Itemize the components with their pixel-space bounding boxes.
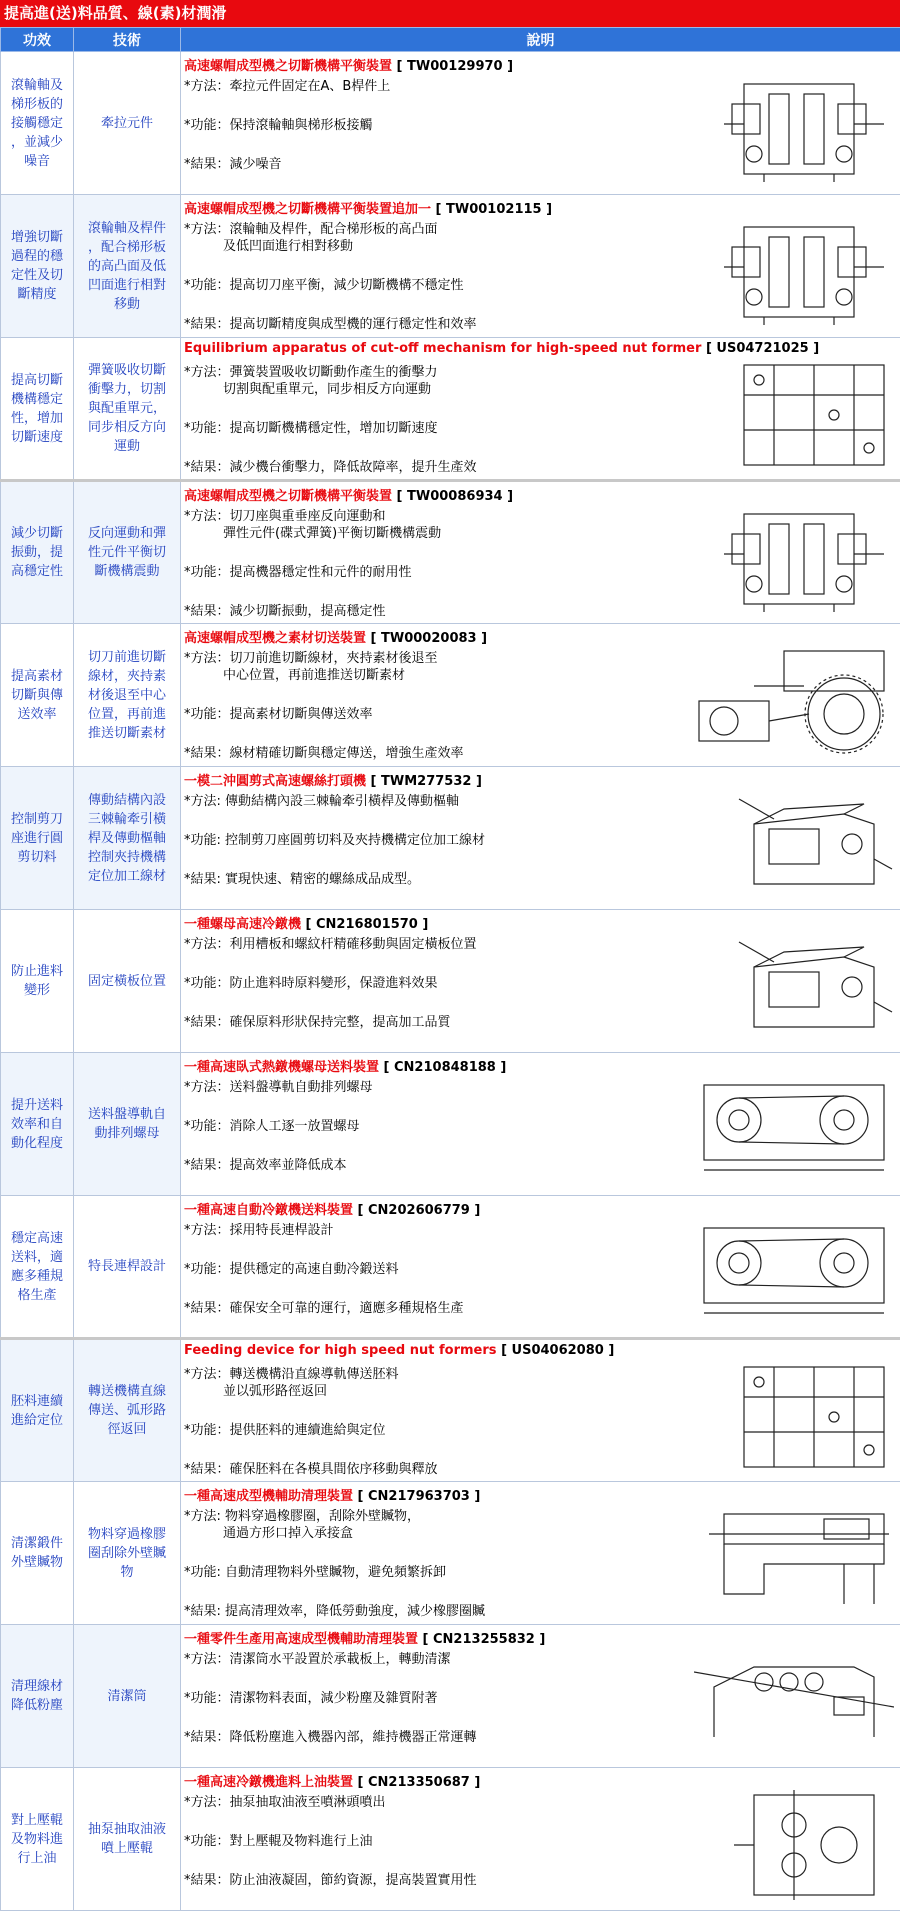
patent-title [184, 627, 487, 646]
result-line: *結果：線材精確切斷與穩定傳送，增強生產效率 [184, 746, 464, 761]
patent-name: Feeding device for high speed nut formers [184, 1343, 497, 1358]
table-header-row [1, 28, 900, 52]
result-line: *結果：確保原料形狀保持完整，提高加工品質 [184, 1015, 451, 1030]
technique-line: 運動 [113, 439, 140, 454]
effect-cell [1, 1625, 74, 1768]
patent-diagram-image [694, 1218, 894, 1322]
effect-line: 減少切斷 [10, 526, 63, 541]
method-line: *方法：切刀座與重垂座反向運動和 [184, 509, 386, 524]
description-cell [181, 910, 900, 1053]
function-line: *功能：提高切斷機構穩定性，增加切斷速度 [184, 421, 438, 436]
patent-number: [ CN216801570 ] [305, 917, 429, 932]
technique-line: 動排列螺母 [94, 1126, 160, 1141]
effect-line: 定性及切 [10, 268, 63, 283]
patent-number: [ TW00102115 ] [435, 202, 553, 217]
technique-line: 斷機構震動 [94, 564, 160, 579]
effect-line: 提高切斷 [10, 372, 63, 388]
effect-cell [1, 910, 74, 1053]
effect-line: 切斷速度 [10, 429, 63, 445]
patent-name: 高速螺帽成型機之切斷機構平衡裝置追加一 [184, 202, 432, 217]
method-line: 通過方形口掉入承接盒 [184, 1526, 354, 1541]
effect-line: 行上油 [17, 1850, 57, 1866]
table-body [1, 52, 900, 1911]
description-cell [181, 1339, 900, 1482]
patent-title [184, 198, 552, 217]
result-line: *結果：確保安全可靠的運行，適應多種規格生產 [184, 1301, 464, 1316]
function-line: *功能：提供胚料的連續進給與定位 [184, 1423, 386, 1438]
table-row [1, 338, 900, 481]
patent-name: 一種螺母高速冷鐓機 [184, 917, 302, 932]
patent-diagram-image [734, 360, 894, 474]
patent-number: [ US04062080 ] [501, 1343, 615, 1358]
technique-line: 定位加工線材 [87, 868, 166, 884]
technique-line: 滾輪軸及桿件 [87, 220, 166, 236]
technique-line: 清潔筒 [107, 1688, 147, 1704]
patent-title [184, 55, 513, 74]
effect-line: 進給定位 [10, 1412, 63, 1428]
effect-line: 座進行圓 [10, 830, 63, 846]
patent-number: [ TWM277532 ] [370, 774, 482, 789]
technique-line: 控制夾持機構 [87, 849, 166, 865]
table-row [1, 1196, 900, 1339]
technique-line: 線材，夾持素 [87, 668, 166, 684]
patent-diagram-image [734, 932, 894, 1041]
description-cell [181, 767, 900, 910]
result-line: *結果：確保胚料在各模具間依序移動與釋放 [184, 1462, 438, 1477]
technique-cell [74, 1768, 181, 1911]
patent-number: [ CN210848188 ] [383, 1060, 507, 1075]
method-line: *方法：滾輪軸及桿件，配合梯形板的高凸面 [184, 222, 438, 237]
technique-line: 圈刮除外壁贓 [87, 1545, 166, 1561]
effect-line: 梯形板的 [10, 96, 63, 112]
patent-title [184, 341, 819, 356]
technique-line: 性元件平衡切 [87, 545, 166, 560]
effect-line: 增強切斷 [10, 230, 63, 245]
function-line: *功能：保持滾輪軸與梯形板接觸 [184, 118, 373, 133]
effect-cell [1, 1768, 74, 1911]
patent-number: [ CN217963703 ] [357, 1489, 481, 1504]
function-line: *功能：對上壓輥及物料進行上油 [184, 1834, 373, 1849]
technique-cell [74, 338, 181, 481]
patent-title [184, 770, 482, 789]
method-line: *方法：利用槽板和螺紋杆精確移動與固定橫板位置 [184, 937, 477, 952]
description-lines [184, 1366, 654, 1478]
description-cell [181, 481, 900, 624]
effect-cell [1, 1339, 74, 1482]
description-lines [184, 364, 654, 476]
method-line: 彈性元件(碟式彈簧)平衡切斷機構震動 [184, 526, 442, 541]
patent-number: [ TW00020083 ] [370, 631, 488, 646]
method-line: *方法：彈簧裝置吸收切斷動作產生的衝擊力 [184, 365, 438, 380]
header-description: 說明 [181, 28, 900, 52]
patent-diagram-image [694, 1647, 894, 1751]
patent-name: 高速螺帽成型機之素材切送裝置 [184, 631, 367, 646]
effect-line: 滾輪軸及 [10, 77, 63, 93]
result-line: *結果：降低粉塵進入機器內部，維持機器正常運轉 [184, 1730, 477, 1745]
table-row [1, 1482, 900, 1625]
patent-title [184, 1485, 480, 1504]
page-title: 提高進(送)料品質、線(素)材潤滑 [0, 0, 900, 27]
header-technique: 技術 [74, 28, 181, 52]
effect-cell [1, 1053, 74, 1196]
result-line: *結果：防止油液凝固，節約資源，提高裝置實用性 [184, 1873, 477, 1888]
method-line: 中心位置，再前進推送切斷素材 [184, 668, 406, 683]
function-line: *功能：提高素材切斷與傳送效率 [184, 707, 373, 722]
technique-line: 移動 [113, 296, 140, 312]
patent-number: [ CN213350687 ] [357, 1775, 481, 1790]
patent-number: [ CN213255832 ] [422, 1632, 546, 1647]
patent-name: 一種零件生產用高速成型機輔助清理裝置 [184, 1632, 419, 1647]
effect-line: 應多種規 [10, 1268, 63, 1284]
technique-cell [74, 195, 181, 338]
patent-name: 高速螺帽成型機之切斷機構平衡裝置 [184, 59, 393, 74]
effect-cell [1, 1482, 74, 1625]
technique-line: 傳動結構內設 [87, 792, 166, 808]
table-row [1, 195, 900, 338]
description-cell [181, 624, 900, 767]
effect-line: 提高素材 [10, 668, 63, 684]
effect-line: 性，增加 [10, 410, 63, 426]
patent-name: Equilibrium apparatus of cut-off mechanism for high-speed nut former [184, 341, 702, 356]
effect-line: 動化程度 [10, 1135, 63, 1151]
patent-diagram-image [734, 789, 894, 898]
table-row [1, 767, 900, 910]
technique-line: 推送切斷素材 [87, 725, 166, 741]
patent-title [184, 1628, 545, 1647]
effect-line: ，並減少 [10, 134, 63, 150]
effect-line: 振動，提 [10, 545, 63, 560]
technique-line: 噴上壓輥 [100, 1841, 153, 1856]
description-lines [184, 1508, 654, 1620]
description-cell [181, 1053, 900, 1196]
technique-line: 特長連桿設計 [87, 1259, 166, 1274]
technique-line: 固定橫板位置 [87, 973, 166, 989]
table-row [1, 1053, 900, 1196]
result-line: *結果: 實現快速、精密的螺絲成品成型。 [184, 872, 421, 887]
technique-cell [74, 910, 181, 1053]
table-row [1, 1768, 900, 1911]
technique-line: 三棘輪牽引橫 [87, 811, 166, 827]
technique-line: 衝擊力，切割 [87, 382, 166, 397]
table-row [1, 481, 900, 624]
patent-number: [ TW00086934 ] [396, 489, 514, 504]
function-line: *功能: 自動清理物料外壁贓物，避免頻繁拆卸 [184, 1565, 447, 1580]
patent-name: 高速螺帽成型機之切斷機構平衡裝置 [184, 489, 393, 504]
technique-line: 桿及傳動樞軸 [87, 830, 166, 846]
result-line: *結果：提高效率並降低成本 [184, 1158, 347, 1173]
technique-cell [74, 1625, 181, 1768]
technique-cell [74, 481, 181, 624]
effect-line: 清潔鍛件 [10, 1536, 63, 1551]
patent-diagram-image [694, 1075, 894, 1179]
effect-line: 過程的穩 [10, 249, 63, 264]
method-line: *方法：送料盤導軌自動排列螺母 [184, 1080, 373, 1095]
patent-title [184, 1343, 614, 1358]
method-line: *方法：採用特長連桿設計 [184, 1223, 334, 1238]
technique-cell [74, 1339, 181, 1482]
effect-cell [1, 481, 74, 624]
effect-line: 斷精度 [17, 287, 57, 302]
effect-line: 送效率 [17, 706, 57, 722]
method-line: *方法：抽泵抽取油液至噴淋頭噴出 [184, 1795, 386, 1810]
table-row [1, 624, 900, 767]
technique-line: 抽泵抽取油液 [87, 1822, 166, 1837]
description-lines [184, 1651, 654, 1746]
effect-line: 格生產 [17, 1287, 57, 1303]
method-line: *方法：牽拉元件固定在A、B桿件上 [184, 79, 391, 94]
patent-number: [ US04721025 ] [705, 341, 820, 356]
patent-diagram-image [724, 1790, 894, 1904]
function-line: *功能：清潔物料表面，減少粉塵及雜質附著 [184, 1691, 438, 1706]
description-lines [184, 1794, 654, 1889]
table-row [1, 1339, 900, 1482]
result-line: *結果: 提高清理效率，降低勞動強度，減少橡膠圈贓 [184, 1604, 486, 1619]
technique-line: 凹面進行相對 [87, 277, 166, 293]
function-line: *功能：提供穩定的高速自動冷鍛送料 [184, 1262, 399, 1277]
patent-title [184, 485, 513, 504]
patent-diagram-image [724, 217, 894, 331]
effect-cell [1, 52, 74, 195]
effect-line: 高穩定性 [10, 564, 63, 579]
technique-cell [74, 52, 181, 195]
technique-line: 徑返回 [107, 1422, 147, 1437]
result-line: *結果：提高切斷精度與成型機的運行穩定性和效率 [184, 317, 477, 332]
technique-line: 切刀前進切斷 [87, 649, 166, 665]
patent-name: 一種高速成型機輔助清理裝置 [184, 1489, 354, 1504]
description-lines [184, 650, 654, 762]
technique-line: 同步相反方向 [87, 420, 166, 435]
effect-line: 變形 [23, 983, 50, 998]
method-line: *方法：切刀前進切斷線材，夾持素材後退至 [184, 651, 438, 666]
technique-cell [74, 1482, 181, 1625]
patent-name: 一種高速冷鐓機進料上油裝置 [184, 1775, 354, 1790]
technique-line: 位置，再前進 [87, 706, 166, 722]
effect-line: 對上壓輥 [10, 1812, 63, 1828]
patent-number: [ CN202606779 ] [357, 1203, 481, 1218]
effect-line: 機構穩定 [10, 391, 63, 407]
result-line: *結果：減少噪音 [184, 157, 282, 172]
patent-table [0, 27, 900, 1911]
technique-line: 材後退至中心 [87, 687, 166, 703]
description-lines [184, 508, 654, 620]
method-line: *方法: 傳動結構內設三棘輪牽引橫桿及傳動樞軸 [184, 794, 460, 809]
result-line: *結果：減少切斷振動，提高穩定性 [184, 604, 386, 619]
function-line: *功能：提高機器穩定性和元件的耐用性 [184, 565, 412, 580]
result-line: *結果：減少機台衝擊力，降低故障率，提升生產效 [184, 460, 477, 475]
technique-line: 轉送機構直線 [87, 1384, 166, 1399]
description-cell [181, 338, 900, 481]
effect-line: 胚料連續 [10, 1393, 63, 1409]
description-lines [184, 78, 654, 173]
effect-line: 噪音 [23, 153, 50, 169]
technique-cell [74, 1053, 181, 1196]
effect-cell [1, 195, 74, 338]
patent-name: 一種高速自動冷鐓機送料裝置 [184, 1203, 354, 1218]
description-cell [181, 1625, 900, 1768]
table-row [1, 52, 900, 195]
effect-line: 穩定高速 [10, 1230, 63, 1246]
method-line: 切割與配重單元，同步相反方向運動 [184, 382, 432, 397]
description-cell [181, 1768, 900, 1911]
patent-name: 一種高速臥式熱鐓機螺母送料裝置 [184, 1060, 380, 1075]
technique-cell [74, 767, 181, 910]
patent-title [184, 1056, 506, 1075]
technique-line: 彈簧吸收切斷 [87, 363, 166, 378]
technique-line: 送料盤導軌自 [87, 1107, 166, 1122]
description-cell [181, 1196, 900, 1339]
effect-cell [1, 767, 74, 910]
effect-cell [1, 1196, 74, 1339]
effect-line: 剪切料 [17, 849, 57, 865]
effect-cell [1, 338, 74, 481]
technique-line: 物 [120, 1564, 134, 1580]
technique-line: 的高凸面及低 [87, 258, 166, 274]
patent-diagram-image [694, 646, 894, 760]
technique-line: 牽拉元件 [100, 115, 153, 131]
patent-title [184, 1199, 480, 1218]
method-line: 及低凹面進行相對移動 [184, 239, 354, 254]
patent-name: 一模二沖圓剪式高速螺絲打頭機 [184, 774, 367, 789]
method-line: *方法：轉送機構沿直線導軌傳送胚料 [184, 1367, 399, 1382]
description-cell [181, 52, 900, 195]
technique-line: ，配合梯形板 [87, 239, 166, 255]
effect-line: 送料，適 [10, 1249, 63, 1265]
patent-diagram-image [734, 1362, 894, 1476]
technique-cell [74, 624, 181, 767]
header-effect: 功效 [1, 28, 74, 52]
function-line: *功能：提高切刀座平衡，減少切斷機構不穩定性 [184, 278, 464, 293]
effect-line: 外壁贓物 [10, 1555, 63, 1570]
description-lines [184, 221, 654, 333]
effect-line: 接觸穩定 [10, 115, 63, 131]
effect-line: 切斷與傳 [10, 687, 63, 703]
effect-cell [1, 624, 74, 767]
function-line: *功能: 控制剪刀座圓剪切料及夾持機構定位加工線材 [184, 833, 486, 848]
description-lines [184, 1079, 654, 1174]
patent-number: [ TW00129970 ] [396, 59, 514, 74]
table-row [1, 910, 900, 1053]
description-lines [184, 1222, 654, 1317]
description-cell [181, 1482, 900, 1625]
effect-line: 防止進料 [10, 964, 63, 979]
effect-line: 效率和自 [10, 1116, 63, 1132]
description-lines [184, 793, 654, 888]
patent-diagram-image [704, 1504, 894, 1618]
method-line: *方法: 物料穿過橡膠圈，刮除外壁贓物， [184, 1509, 421, 1524]
function-line: *功能：消除人工逐一放置螺母 [184, 1119, 360, 1134]
patent-diagram-image [724, 74, 894, 188]
patent-title [184, 1771, 480, 1790]
technique-line: 傳送、弧形路 [87, 1403, 166, 1418]
effect-line: 提升送料 [10, 1097, 63, 1113]
effect-line: 控制剪刀 [10, 811, 63, 827]
technique-cell [74, 1196, 181, 1339]
effect-line: 降低粉塵 [10, 1698, 63, 1713]
table-row [1, 1625, 900, 1768]
technique-line: 與配重單元， [87, 401, 166, 416]
description-cell [181, 195, 900, 338]
technique-line: 反向運動和彈 [87, 526, 166, 541]
function-line: *功能：防止進料時原料變形，保證進料效果 [184, 976, 438, 991]
effect-line: 及物料進 [10, 1831, 63, 1847]
patent-title [184, 913, 428, 932]
patent-diagram-image [724, 504, 894, 618]
effect-line: 清理線材 [10, 1679, 63, 1694]
method-line: *方法：清潔筒水平設置於承載板上，轉動清潔 [184, 1652, 451, 1667]
technique-line: 物料穿過橡膠 [87, 1526, 166, 1542]
method-line: 並以弧形路徑返回 [184, 1384, 328, 1399]
description-lines [184, 936, 654, 1031]
